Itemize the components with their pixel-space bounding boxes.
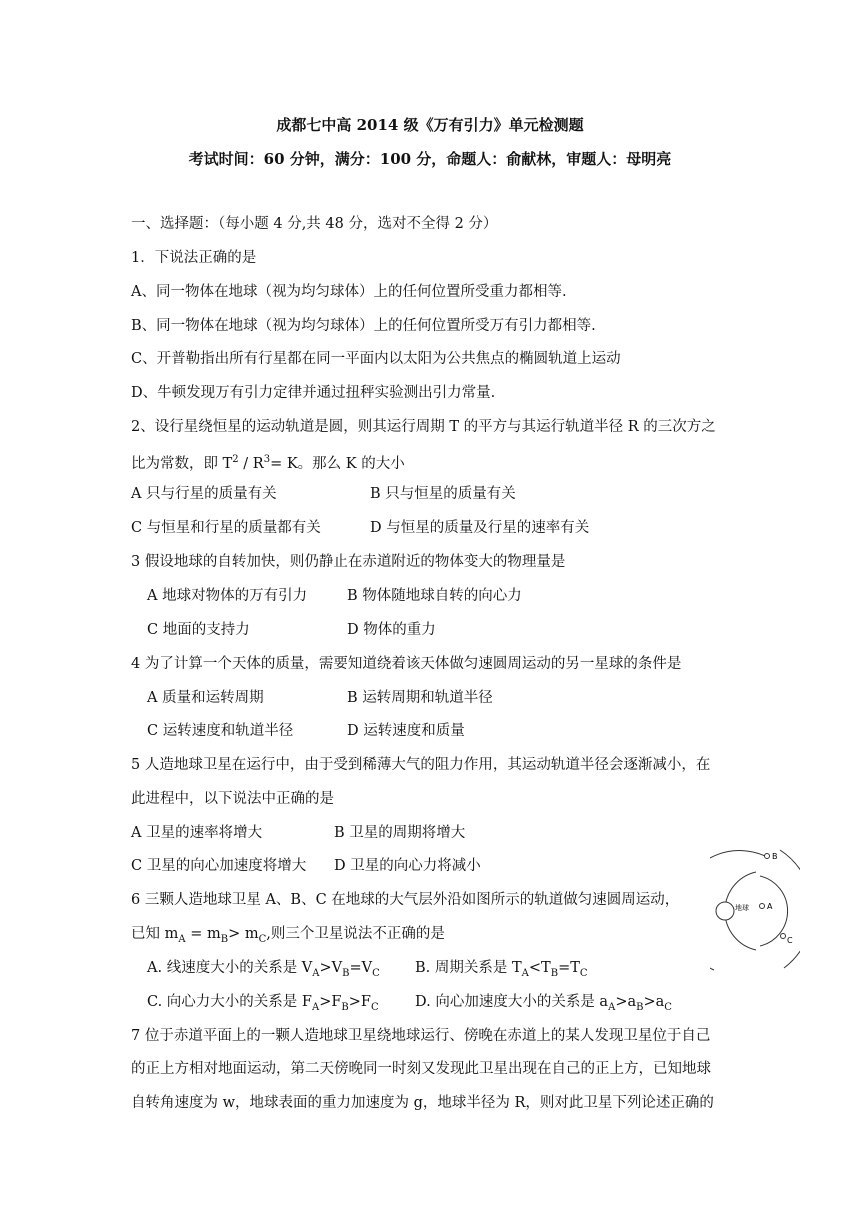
earth-label: 地球: [735, 904, 749, 912]
question-2-option-a: A 只与行星的质量有关: [131, 486, 277, 502]
question-5-option-b: B 卫星的周期将增大: [334, 825, 466, 841]
question-4-option-d: D 运转速度和质量: [347, 723, 465, 739]
question-4-option-a: A 质量和运转周期: [147, 690, 264, 706]
question-5-option-d: D 卫星的向心力将减小: [334, 858, 481, 874]
label-a: A: [767, 902, 773, 911]
question-2-stem-line-2: 比为常数，即 $T^2 / R^3= K$。那么 K 的大小: [131, 454, 405, 472]
question-2-stem-line-1: 2、设行星绕恒星的运动轨道是圆，则其运行周期 T 的平方与其运行轨道半径 R 的三次方之: [131, 419, 716, 435]
label-c: C: [787, 936, 793, 945]
exam-title: 成都七中高 2014 级《万有引力》单元检测题: [276, 116, 584, 134]
question-2-option-d: D 与恒星的质量及行星的速率有关: [370, 520, 590, 536]
question-3-stem: 3 假设地球的自转加快，则仍静止在赤道附近的物体变大的物理量是: [131, 554, 566, 570]
question-3-option-d: D 物体的重力: [347, 622, 436, 638]
question-1-option-b: B、同一物体在地球（视为均匀球体）上的任何位置所受万有引力都相等.: [131, 318, 596, 334]
question-3-option-b: B 物体随地球自转的向心力: [347, 588, 522, 604]
earth-circle: [716, 902, 734, 920]
question-6-option-d: D. 向心加速度大小的关系是 $a_A>a_B>a_C$: [415, 994, 672, 1013]
question-1-option-d: D、牛顿发现万有引力定律并通过扭秤实验测出引力常量.: [131, 385, 496, 401]
question-6-option-b: B. 周期关系是 $T_A<T_B=T_C$: [415, 960, 588, 979]
question-1-option-a: A、同一物体在地球（视为均匀球体）上的任何位置所受重力都相等.: [131, 284, 567, 300]
exam-info: 考试时间：60 分钟，满分：100 分，命题人：俞献林，审题人：母明亮: [188, 150, 672, 168]
question-6-stem-line-2: 已知 $m_A = m_B> m_C$,则三个卫星说法不正确的是: [131, 926, 445, 945]
satellite-orbit-diagram: [710, 848, 800, 974]
satellite-c: [781, 934, 786, 939]
question-4-option-c: C 运转速度和轨道半径: [147, 723, 294, 739]
question-3-option-c: C 地面的支持力: [147, 622, 250, 638]
label-b: B: [772, 852, 778, 861]
question-5-option-c: C 卫星的向心加速度将增大: [131, 858, 307, 874]
question-5-stem-line-2: 此进程中，以下说法中正确的是: [131, 791, 334, 807]
question-3-option-a: A 地球对物体的万有引力: [147, 588, 308, 604]
question-6-option-a: A. 线速度大小的关系是 $V_A>V_B=V_C$: [147, 960, 380, 979]
question-7-stem-line-3: 自转角速度为 w，地球表面的重力加速度为 g，地球半径为 R，则对此卫星下列论述正确的: [131, 1095, 714, 1111]
section-heading: 一、选择题：（每小题 4 分,共 48 分，选对不全得 2 分）: [131, 216, 498, 232]
question-4-option-b: B 运转周期和轨道半径: [347, 690, 493, 706]
question-2-option-c: C 与恒星和行星的质量都有关: [131, 520, 321, 536]
satellite-b: [765, 854, 770, 859]
question-1-stem: 1．下说法正确的是: [131, 250, 257, 266]
question-4-stem: 4 为了计算一个天体的质量，需要知道绕着该天体做匀速圆周运动的另一星球的条件是: [131, 656, 682, 672]
question-2-option-b: B 只与恒星的质量有关: [370, 486, 516, 502]
question-5-option-a: A 卫星的速率将增大: [131, 825, 263, 841]
question-6-stem-line-1: 6 三颗人造地球卫星 A、B、C 在地球的大气层外沿如图所示的轨道做匀速圆周运动，: [131, 892, 680, 908]
question-6-option-c: C. 向心力大小的关系是 $F_A>F_B>F_C$: [147, 994, 379, 1013]
question-7-stem-line-2: 的正上方相对地面运动，第二天傍晚同一时刻又发现此卫星出现在自己的正上方，已知地球: [131, 1061, 711, 1077]
satellite-a: [760, 904, 765, 909]
question-1-option-c: C、开普勒指出所有行星都在同一平面内以太阳为公共焦点的椭圆轨道上运动: [131, 351, 621, 367]
question-7-stem-line-1: 7 位于赤道平面上的一颗人造地球卫星绕地球运行、傍晚在赤道上的某人发现卫星位于自己: [131, 1028, 711, 1044]
question-5-stem-line-1: 5 人造地球卫星在运行中，由于受到稀薄大气的阻力作用，其运动轨道半径会逐渐减小，在: [131, 757, 711, 773]
